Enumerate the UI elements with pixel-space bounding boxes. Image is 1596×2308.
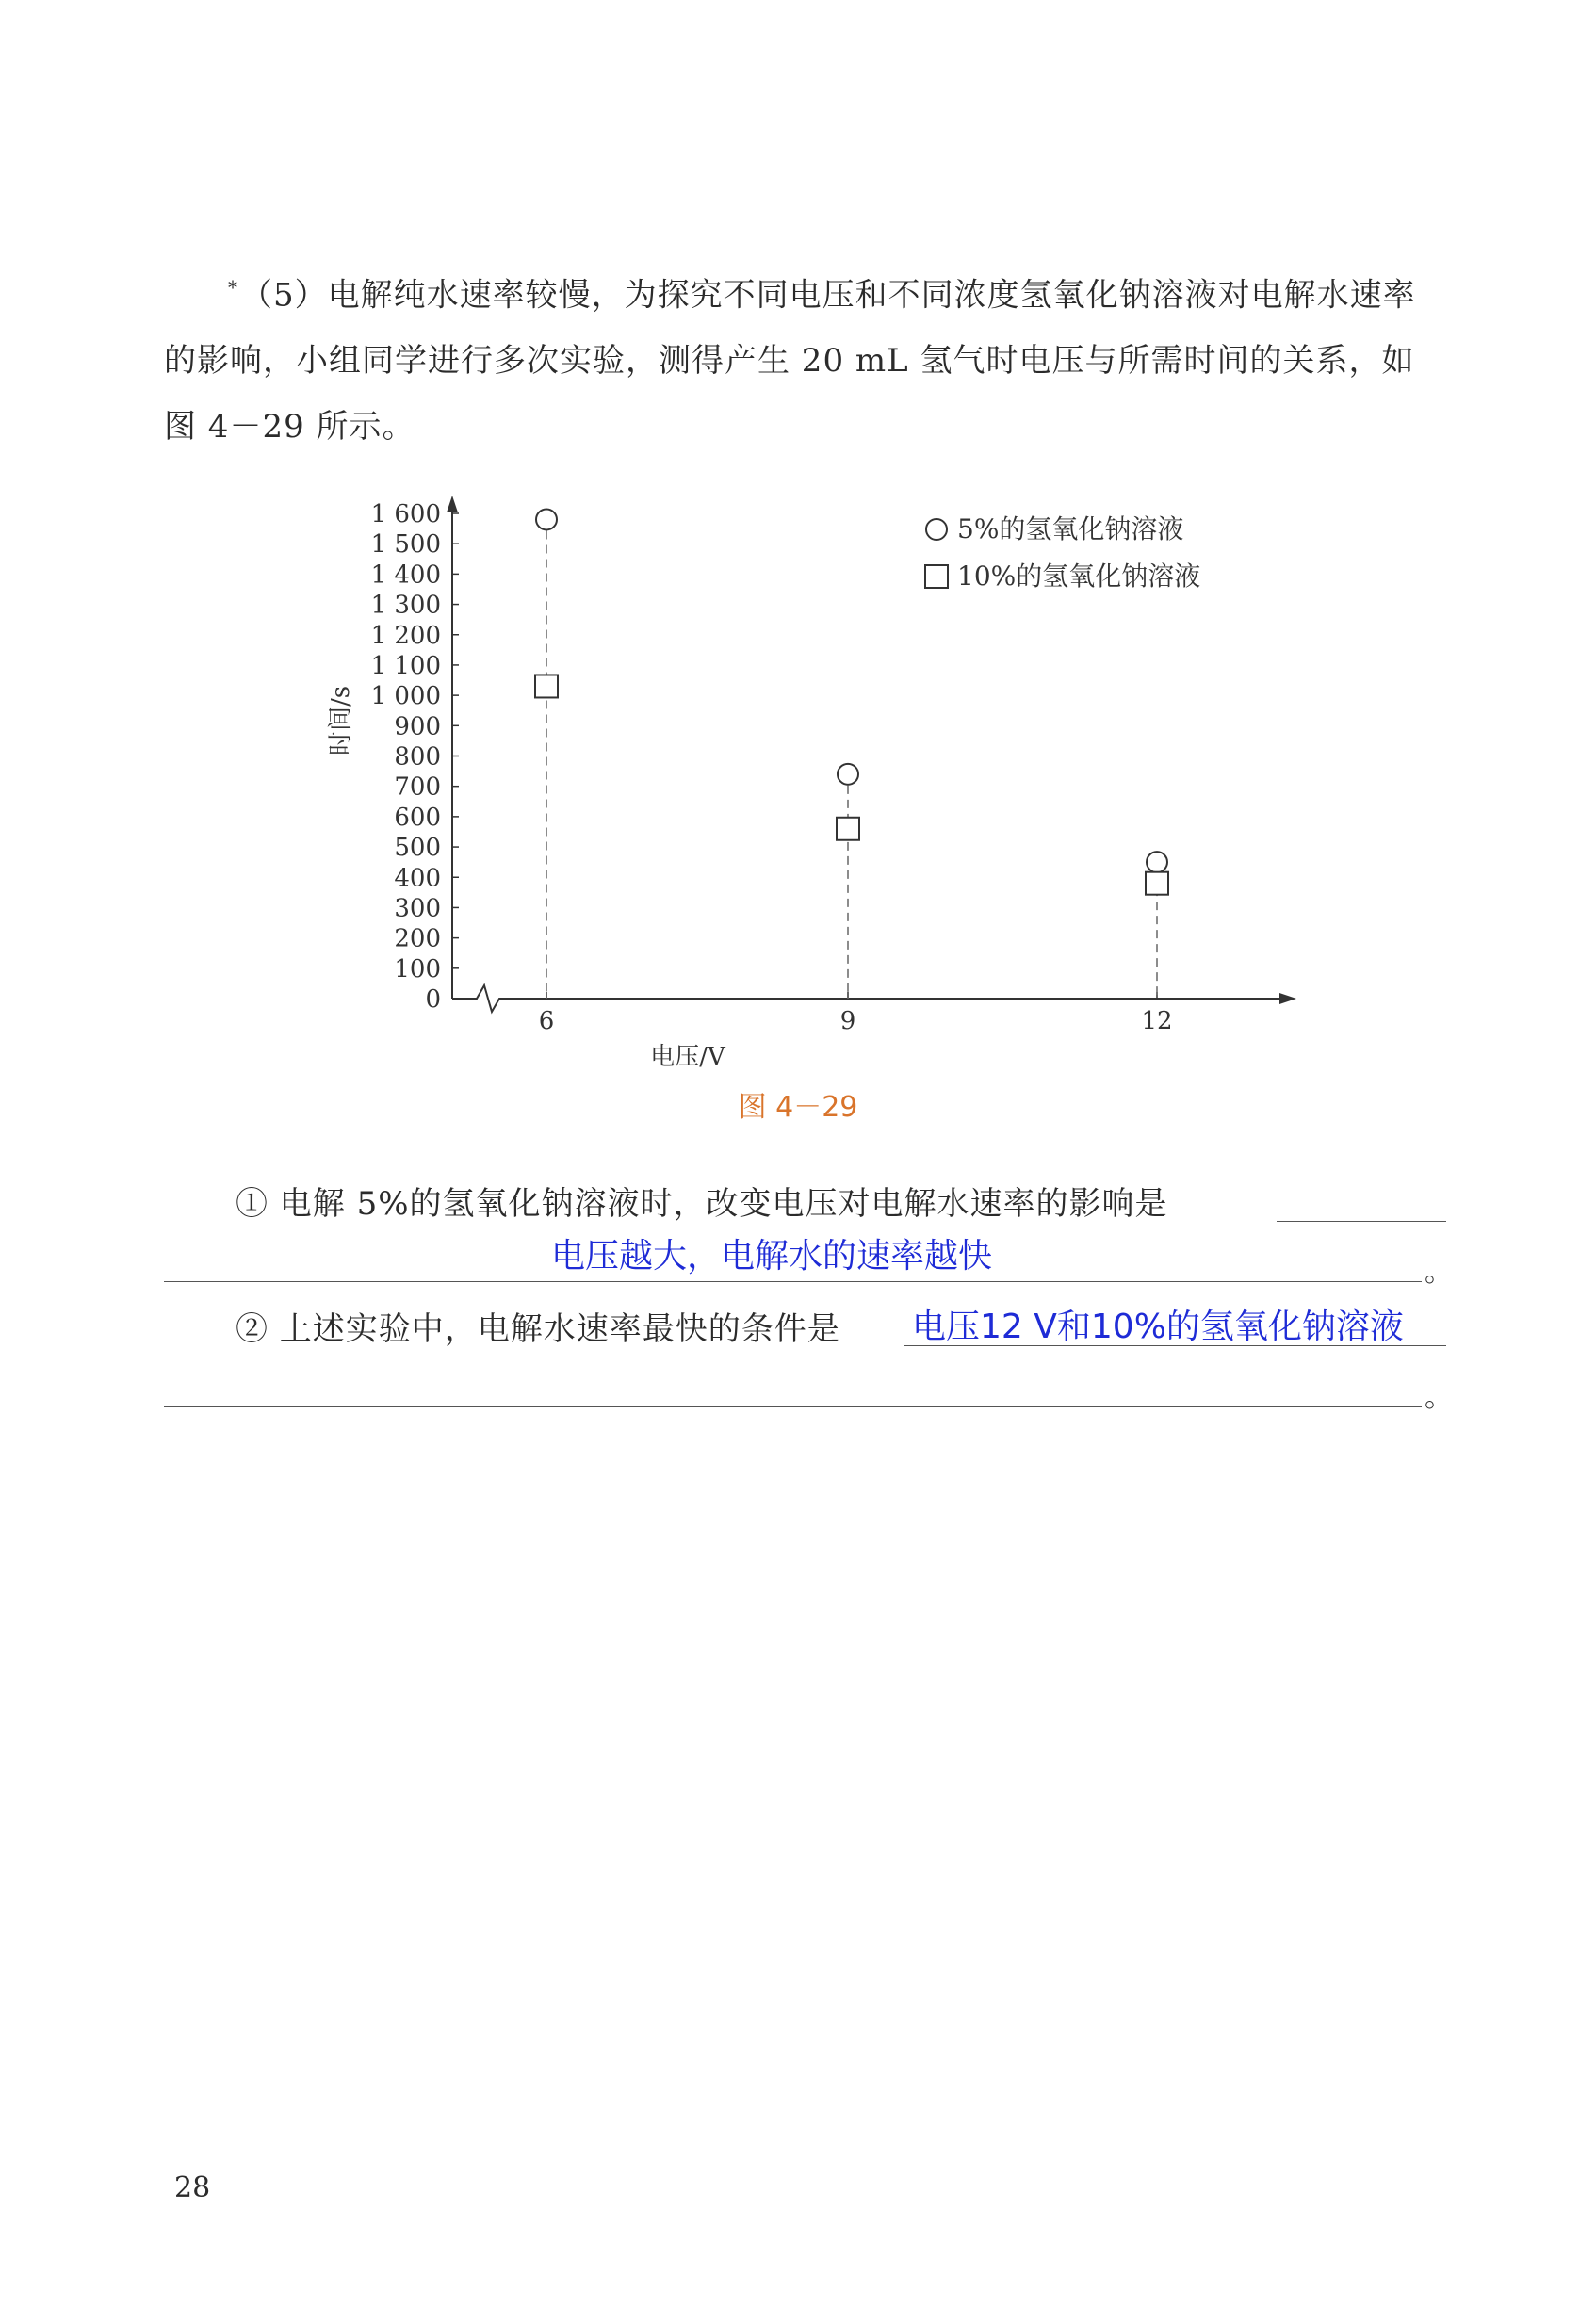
point-10-percent [535, 675, 558, 697]
y-tick-label: 900 [394, 712, 441, 741]
y-tick-label: 1 100 [370, 651, 441, 680]
problem-marker: * [228, 276, 238, 299]
y-axis-label: 时间/s [327, 685, 355, 756]
y-tick-label: 700 [394, 772, 441, 802]
x-tick-label: 9 [839, 1007, 856, 1035]
y-ticks [371, 500, 459, 1014]
legend-label: 5%的氢氧化钠溶液 [957, 513, 1184, 544]
y-tick-label: 300 [394, 894, 441, 923]
y-tick-label: 1 300 [370, 591, 441, 620]
y-tick-label: 1 600 [370, 500, 441, 528]
voltage-time-chart [311, 466, 1310, 1079]
y-tick-label: 100 [394, 954, 441, 983]
question-1-blank-b [164, 1281, 1422, 1282]
y-tick-label: 1 200 [370, 621, 441, 650]
question-1-blank-a [1277, 1221, 1446, 1222]
point-10-percent [837, 818, 859, 840]
y-tick-label: 800 [394, 742, 441, 772]
point-5-percent [536, 509, 557, 529]
question-2-blank-a [904, 1345, 1446, 1346]
figure-caption: 图 4－29 [738, 1091, 858, 1124]
point-10-percent [1146, 872, 1168, 895]
problem-text [164, 254, 1445, 460]
point-5-percent [1147, 852, 1167, 872]
x-axis-label: 电压/V [650, 1043, 725, 1071]
legend-label: 10%的氢氧化钠溶液 [957, 561, 1201, 592]
y-tick-label: 0 [425, 985, 441, 1014]
problem-body: （5）电解纯水速率较慢，为探究不同电压和不同浓度氢氧化钠溶液对电解水速率的影响，小组同学进行多次实验，测得产生 20 mL 氢气时电压与所需时间的关系，如图 4－29 所示。 [164, 276, 1416, 447]
y-tick-label: 500 [394, 834, 441, 863]
x-tick-label: 6 [538, 1007, 555, 1035]
question-2-blank-b [164, 1406, 1422, 1407]
question-2-prefix: ② 上述实验中，电解水速率最快的条件是 [236, 1310, 840, 1348]
y-tick-label: 1 500 [370, 530, 441, 560]
chart-legend [925, 513, 1200, 592]
x-axis-arrow [1279, 993, 1296, 1004]
x-tick-label: 12 [1141, 1007, 1173, 1035]
y-tick-label: 200 [394, 924, 441, 953]
question-1-period: 。 [1425, 1256, 1453, 1289]
question-1-prefix: ① 电解 5%的氢氧化钠溶液时，改变电压对电解水速率的影响是 [236, 1185, 1168, 1223]
legend-square-marker [925, 565, 948, 588]
y-tick-label: 1 000 [370, 682, 441, 711]
question-2-period: 。 [1425, 1381, 1453, 1414]
y-tick-label: 1 400 [370, 561, 441, 590]
point-5-percent [838, 764, 858, 785]
question-2-answer: 电压12 V和10%的氢氧化钠溶液 [912, 1308, 1404, 1346]
legend-circle-marker [926, 519, 947, 540]
question-1-answer: 电压越大，电解水的速率越快 [551, 1237, 993, 1276]
page-number: 28 [174, 2171, 211, 2204]
y-tick-label: 600 [394, 803, 441, 832]
y-axis-arrow [447, 496, 458, 512]
y-tick-label: 400 [394, 864, 441, 893]
